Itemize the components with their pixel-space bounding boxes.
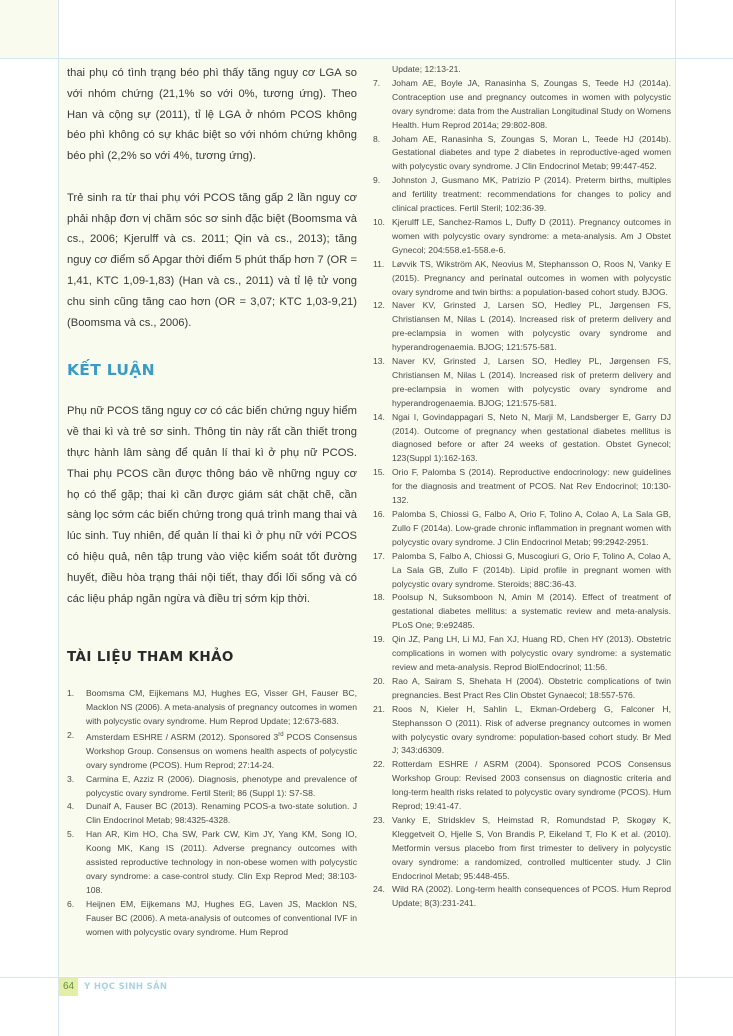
conclusion-heading: KẾT LUẬN bbox=[67, 361, 155, 380]
body-paragraph: thai phụ có tình trạng béo phì thấy tăng nguy cơ LGA so với nhóm chứng (21,1% so với 0%, tương ứng). Theo Han và cộng sự (2011), tỉ lệ LGA ở nhóm PCOS không béo phì không có sự khác biệt so với nhóm chứng không béo phì (2,2% so với 4%, tương ứng). bbox=[67, 67, 357, 163]
reference-item: 7. Joham AE, Boyle JA, Ranasinha S, Zoungas S, Teede HJ (2014a). Contraception use and pregnancy outcomes in women with polycystic ovary syndrome: data from the Australian Longitudinal Study on Womens Health. Hum Reprod 2014a; 29:802-808. bbox=[373, 77, 671, 130]
top-rule bbox=[0, 58, 733, 59]
reference-list-right bbox=[373, 77, 671, 911]
reference-item: 17. Palomba S, Falbo A, Chiossi G, Muscogiuri G, Orio F, Tolino A, Colao A, La Sala GB, Zullo F (2014b). Lipid profile in pregnant women with polycystic ovary syndrome. Steroids; 88C:36-43. bbox=[373, 550, 671, 589]
reference-item: 13. Naver KV, Grinsted J, Larsen SO, Hedley PL, Jørgensen FS, Christiansen M, Nilas L (2014). Increased risk of preterm delivery and pre-eclampsia in women with polycystic ovary syndrome and hyperandrogenaemia. BJOG; 121:575-581. bbox=[373, 356, 671, 408]
reference-item: 21. Roos N, Kieler H, Sahlin L, Ekman-Ordeberg G, Falconer H, Stephansson O (2011). Risk of adverse pregnancy outcomes in women with polycystic ovary syndrome: population-based cohort study. Br Med J; 343:d6309. bbox=[373, 703, 671, 756]
reference-item: 12. Naver KV, Grinsted J, Larsen SO, Hedley PL, Jørgensen FS, Christiansen M, Nilas L (2014). Increased risk of preterm delivery and pre-eclampsia in women with polycystic ovary syndrome and hyperandrogenaemia. BJOG; 121:575-581. bbox=[373, 300, 671, 353]
reference-item: 10. Kjerulff LE, Sanchez-Ramos L, Duffy D (2011). Pregnancy outcomes in women with polycystic ovary syndrome: a meta-analysis. Am J Obstet Gynecol; 204:558.e1-558.e-6. bbox=[373, 216, 671, 255]
right-column bbox=[373, 63, 671, 911]
reference-item: 5. Han AR, Kim HO, Cha SW, Park CW, Kim JY, Yang KM, Song IO, Koong MK, Kang IS (2011). Adverse pregnancy outcomes with assisted reproductive technology in non-obese women with polycystic ovary syndrome: a case-control study. Clin Exp Reprod Med; 38:103-108. bbox=[67, 829, 357, 895]
reference-item: 6. Heijnen EM, Eijkemans MJ, Hughes EG, Laven JS, Macklon NS, Fauser BC (2006). A meta-analysis of outcomes of conventional IVF in women with polycystic ovary syndrome. Hum Reprod bbox=[67, 898, 357, 937]
reference-item: 4. Dunaif A, Fauser BC (2013). Renaming PCOS-a two-state solution. J Clin Endocrinol Metab; 98:4325-4328. bbox=[67, 801, 357, 826]
reference-item: 20. Rao A, Sairam S, Shehata H (2004). Obstetric complications of twin pregnancies. Best Pract Res Clin Obstet Gynaecol; 18:557-576. bbox=[373, 675, 671, 700]
reference-item: 18. Poolsup N, Suksomboon N, Amin M (2014). Effect of treatment of gestational diabetes mellitus: a systematic review and meta-analysis. PLoS One; 9:e92485. bbox=[373, 592, 671, 631]
page-number: 64 bbox=[59, 978, 78, 996]
right-rule bbox=[675, 0, 676, 1036]
reference-item: 9. Johnston J, Gusmano MK, Patrizio P (2014). Preterm births, multiples and fertility treatment: recommendations for changes to policy and clinical practices. Fertil Steril; 102:36-39. bbox=[373, 175, 671, 214]
reference-item: 8. Joham AE, Ranasinha S, Zoungas S, Moran L, Teede HJ (2014b). Gestational diabetes and type 2 diabetes in reproductive-aged women with polycystic ovary syndrome. J Clin Endocrinol Metab; 99:447-452. bbox=[373, 133, 671, 172]
reference-item: 24. Wild RA (2002). Long-term health consequences of PCOS. Hum Reprod Update; 8(3):231-241. bbox=[373, 884, 671, 909]
left-column bbox=[67, 63, 357, 940]
left-rule bbox=[58, 0, 59, 1036]
corner-block bbox=[0, 0, 58, 58]
reference-item: 16. Palomba S, Chiossi G, Falbo A, Orio F, Tolino A, Colao A, La Sala GB, Zullo F (2014a). Low-grade chronic inflammation in pregnant women with polycystic ovary syndrome. J Clin Endocrinol Metab; 99:2942-2951. bbox=[373, 509, 671, 547]
journal-name: Y HỌC SINH SẢN bbox=[84, 982, 168, 992]
conclusion-paragraph: Phụ nữ PCOS tăng nguy cơ có các biến chứng nguy hiểm về thai kì và trẻ sơ sinh. Thông tin này rất cần thiết trong thực hành lâm sàng để quản lí thai kì ở phụ nữ PCOS. Thai phụ PCOS cần được thông báo về những nguy cơ họ có thể gặp; thai kì cần được giám sát chặt chẽ, cần sàng lọc sớm các biến chứng trong quá trình mang thai và lúc sinh. Tuy nhiên, để quản lí thai kì ở phụ nữ với PCOS có hiệu quả, nên tập trung vào việc kiểm soát tốt đường huyết, điều hòa trạng thái nội tiết, thay đổi lối sống và có các liệu pháp ngăn ngừa và điều trị sớm kịp thời. bbox=[67, 405, 357, 605]
reference-continuation: Update; 12:13-21. bbox=[392, 64, 461, 74]
reference-item: 14. Ngai I, Govindappagari S, Neto N, Marji M, Landsberger E, Garry DJ (2014). Outcome of pregnancy when gestational diabetes mellitus is diagnosed before or after 24 weeks of gestation. Obstet Gynecol; 123(Suppl 1):162-163. bbox=[373, 411, 671, 464]
reference-item: 15. Orio F, Palomba S (2014). Reproductive endocrinology: new guidelines for the diagnosis and treatment of PCOS. Nat Rev Endocrinol; 10:130-132. bbox=[373, 467, 671, 506]
references-heading: TÀI LIỆU THAM KHẢO bbox=[67, 649, 234, 666]
reference-list-left bbox=[67, 687, 357, 939]
body-paragraph: Trẻ sinh ra từ thai phụ với PCOS tăng gấp 2 lần nguy cơ phải nhập đơn vị chăm sóc sơ sinh đặc biệt (Boomsma và cs., 2006; Kjerulff và cs. 2011; Qin và cs., 2013); tăng nguy cơ điểm số Apgar thời điểm 5 phút thấp hơn 7 (OR = 1,41, KTC 1,09-1,83) (Han và cs., 2011) và tỉ lệ tử vong chu sinh cũng tăng cao hơn (OR = 3,07; KTC 1,03-9,21) (Boomsma và cs., 2006). bbox=[67, 191, 357, 329]
page-footer bbox=[59, 978, 167, 996]
reference-item: 22. Rotterdam ESHRE / ASRM (2004). Sponsored PCOS Consensus Workshop Group: Revised 2003 consensus on diagnostic criteria and long-term health risks related to polycystic ovary syndrome (PCOS). Hum Reprod; 19:41-47. bbox=[373, 759, 671, 812]
reference-item: 23. Vanky E, Stridsklev S, Heimstad R, Romundstad P, Skogøy K, Kleggetveit O, Hjelle S, Von Brandis P, Eikeland T, Flo K et al. (2010). Metformin versus placebo from first trimester to delivery in polycystic ovary syndrome: a randomized, controlled multicenter study. J Clin Endocrinol Metab; 95:448-455. bbox=[373, 814, 671, 881]
reference-item: 1. Boomsma CM, Eijkemans MJ, Hughes EG, Visser GH, Fauser BC, Macklon NS (2006). A meta-analysis of pregnancy outcomes in women with polycystic ovary syndrome. Hum Reprod Update; 12:673-683. bbox=[67, 688, 357, 727]
reference-item: 11. Løvvik TS, Wikström AK, Neovius M, Stephansson O, Roos N, Vanky E (2015). Pregnancy and perinatal outcomes in women with polycystic ovary syndrome and twin births: a population-based cohort study. BJOG. bbox=[373, 258, 671, 297]
reference-item: 2. Amsterdam ESHRE / ASRM (2012). Sponsored 3rd PCOS Consensus Workshop Group. Consensus on womens health aspects of polycystic ovary syndrome (PCOS). Hum Reprod; 27:14-24. bbox=[67, 730, 358, 770]
reference-item: 3. Carmina E, Azziz R (2006). Diagnosis, phenotype and prevalence of polycystic ovary syndrome. Fertil Steril; 86 (Suppl 1): S7-S8. bbox=[67, 773, 357, 798]
reference-item: 19. Qin JZ, Pang LH, Li MJ, Fan XJ, Huang RD, Chen HY (2013). Obstetric complications in women with polycystic ovary syndrome: a systematic review and meta-analysis. Reprod BiolEndocrinol; 11:56. bbox=[373, 634, 671, 672]
